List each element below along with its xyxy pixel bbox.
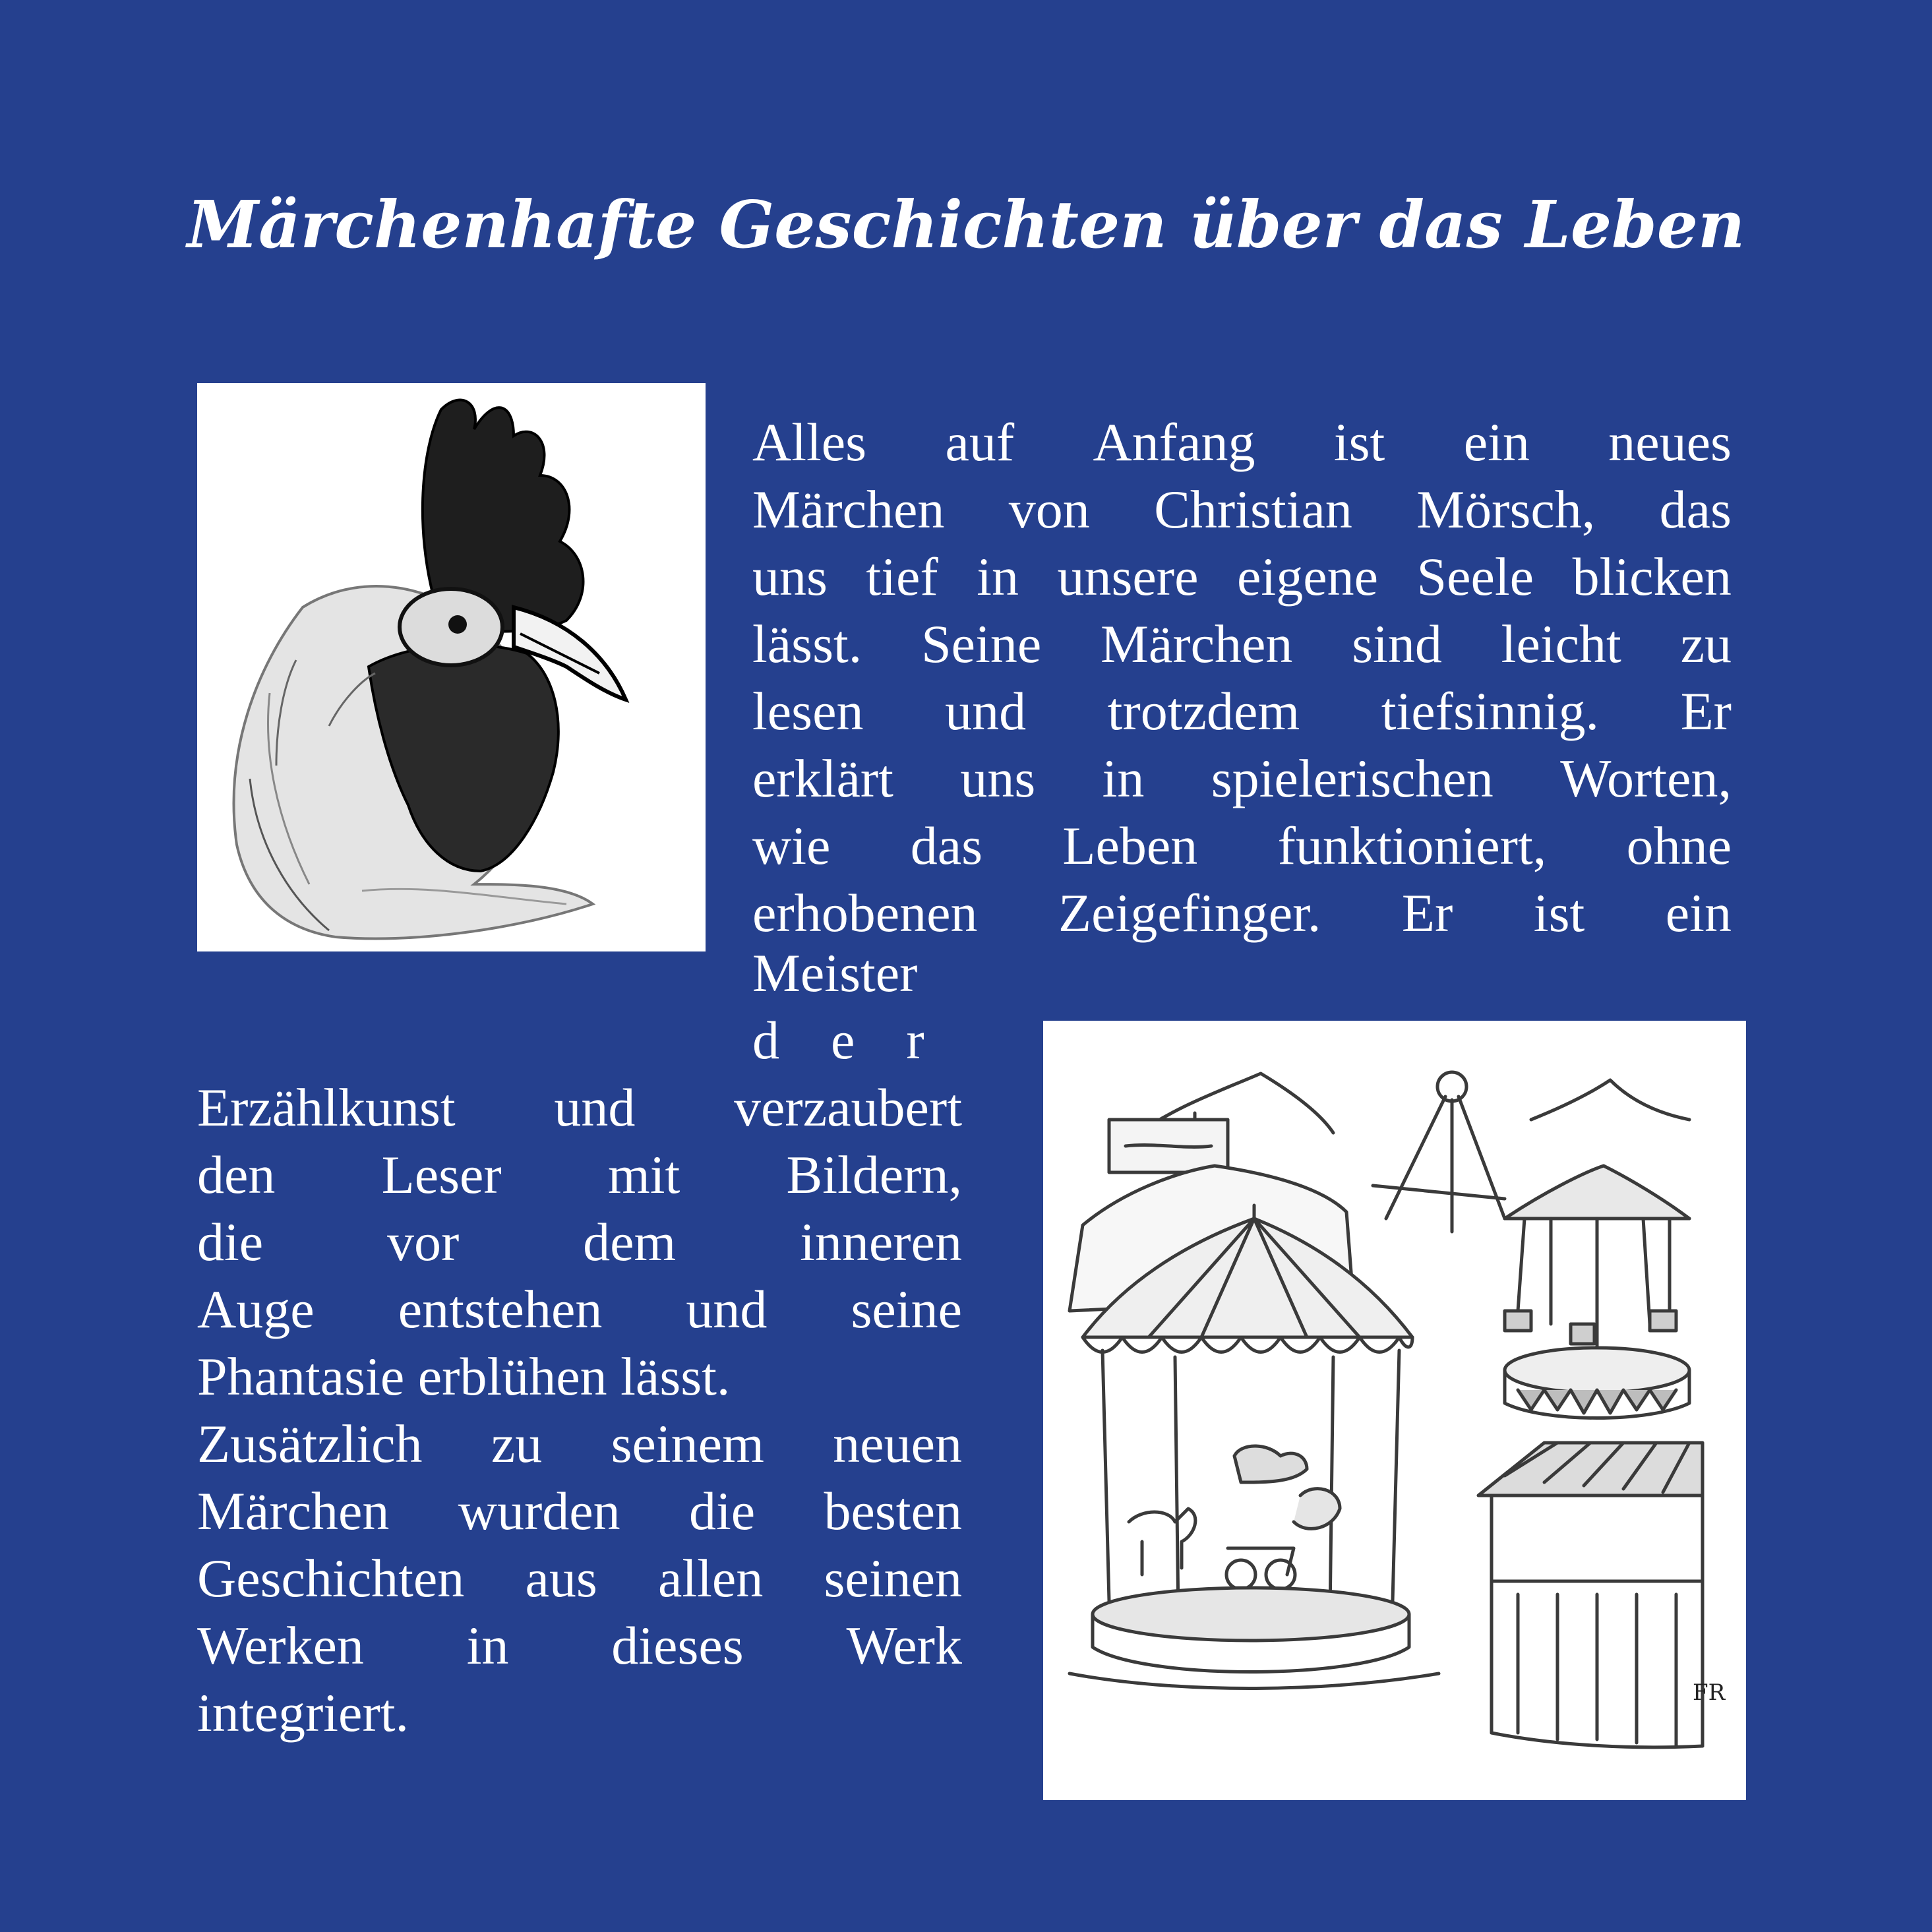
text-line: wie das Leben funktioniert, ohne — [752, 816, 1732, 876]
text-line: uns tief in unsere eigene Seele blicken — [752, 547, 1732, 607]
fairground-illustration — [1043, 1021, 1746, 1800]
description-paragraph-bottom — [197, 1074, 962, 1747]
text-line-content: Alles auf Anfang ist ein neues — [752, 412, 1732, 472]
text-line-spaced: der — [752, 1010, 976, 1070]
description-paragraph-mid — [752, 940, 976, 1074]
text-line: Märchen von Christian Mörsch, das — [752, 479, 1732, 539]
text-line: die vor dem inneren — [197, 1212, 962, 1272]
text-line: Geschichten aus allen seinen — [197, 1548, 962, 1608]
text-line: lässt. Seine Märchen sind leicht zu — [752, 614, 1732, 674]
artist-signature: FR — [1693, 1679, 1726, 1706]
text-line: erklärt uns in spielerischen Worten, — [752, 748, 1732, 808]
text-line: integriert. — [197, 1683, 409, 1743]
text-line: Werken in dieses Werk — [197, 1615, 962, 1675]
text-line: den Leser mit Bildern, — [197, 1145, 962, 1205]
text-line: erhobenen Zeigefinger. Er ist ein — [752, 883, 1732, 943]
text-line: Auge entstehen und seine — [197, 1279, 962, 1339]
text-line: Zusätzlich zu seinem neuen — [197, 1414, 962, 1474]
page-title: Märchenhafte Geschichten über das Leben — [187, 187, 1745, 263]
text-line — [752, 409, 1732, 476]
text-line: Erzählkunst und verzaubert — [197, 1077, 962, 1137]
description-paragraph-top — [752, 409, 1732, 947]
text-line: Meister — [752, 943, 918, 1003]
text-line: Märchen wurden die besten — [197, 1481, 962, 1541]
text-line: Phantasie erblühen lässt. — [197, 1346, 731, 1406]
rooster-illustration — [197, 383, 706, 951]
text-line: lesen und trotzdem tiefsinnig. Er — [752, 681, 1732, 741]
